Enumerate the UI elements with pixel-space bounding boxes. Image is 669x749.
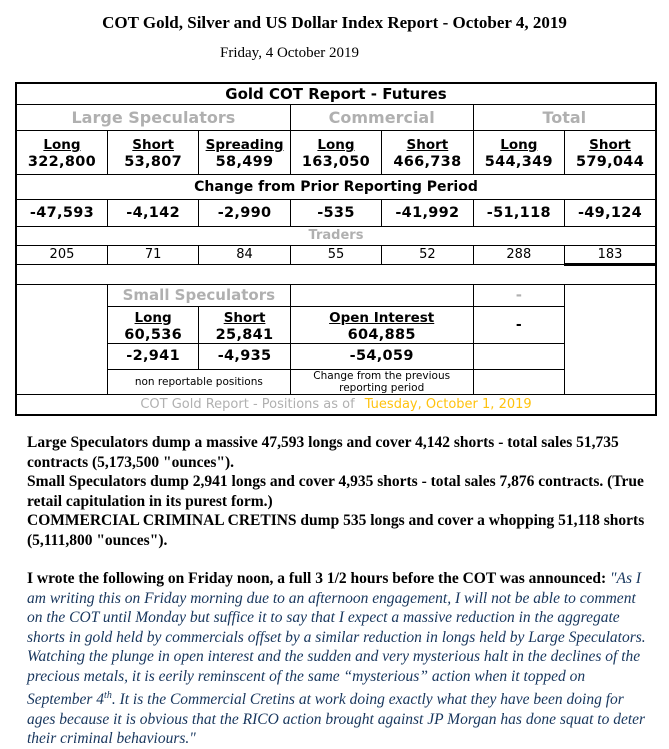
change-largespec-long: -47,593 bbox=[16, 199, 107, 226]
value-largespec-long: 322,800 bbox=[27, 154, 97, 170]
value-total-short: 579,044 bbox=[575, 154, 645, 170]
quote-italic-part2: . It is the Commercial Cretins at work doing exactly what they have been doing for ages because it is obvious that the RICO action brought against JP Morgan has done squat to deter their criminal behaviours." bbox=[27, 691, 646, 748]
change-open-interest: -54,059 bbox=[290, 343, 473, 369]
commentary-section bbox=[27, 433, 652, 749]
footnote-non-reportable: non reportable positions bbox=[107, 369, 290, 394]
commentary-para-large-speculators: Large Speculators dump a massive 47,593 longs and cover 4,142 shorts - total sales 51,735 contracts (5,173,500 "ounces"). bbox=[27, 434, 619, 471]
traders-commercial-short: 52 bbox=[382, 245, 473, 264]
change-from-prior-label: Change from Prior Reporting Period bbox=[16, 174, 656, 199]
section-header-total: Total bbox=[473, 104, 656, 130]
smallspec-right-empty-cell bbox=[565, 284, 656, 394]
change-total-short: -49,124 bbox=[565, 199, 656, 226]
cell-total-long bbox=[473, 130, 564, 174]
col-header-short: Short bbox=[589, 137, 631, 153]
cot-futures-table bbox=[15, 82, 657, 416]
table-footer-label: COT Gold Report - Positions as of bbox=[140, 396, 355, 412]
value-smallspec-short: 25,841 bbox=[215, 326, 274, 343]
traders-label: Traders bbox=[16, 226, 656, 245]
col-header-spreading: Spreading bbox=[205, 137, 284, 153]
section-header-commercial: Commercial bbox=[290, 104, 473, 130]
col-header-long: Long bbox=[317, 137, 355, 153]
change-smallspec-long: -2,941 bbox=[107, 343, 198, 369]
value-commercial-long: 163,050 bbox=[301, 154, 371, 170]
change-smallspec-short: -4,935 bbox=[199, 343, 290, 369]
cell-largespec-long bbox=[16, 130, 107, 174]
traders-total-long: 288 bbox=[473, 245, 564, 264]
value-open-interest: 604,885 bbox=[347, 326, 416, 343]
traders-commercial-long: 55 bbox=[290, 245, 381, 264]
change-commercial-long: -535 bbox=[290, 199, 381, 226]
traders-largespec-spreading: 84 bbox=[199, 245, 290, 264]
smallspec-empty-footnote-cell bbox=[473, 369, 564, 394]
page-subtitle: Friday, 4 October 2019 bbox=[220, 45, 359, 61]
value-largespec-short: 53,807 bbox=[124, 154, 183, 170]
smallspec-empty-change-cell bbox=[473, 343, 564, 369]
cell-smallspec-short bbox=[199, 306, 290, 343]
table-footer bbox=[16, 394, 656, 415]
col-header-short: Short bbox=[132, 137, 174, 153]
cot-futures-table-container bbox=[15, 82, 657, 416]
value-total-long: 544,349 bbox=[484, 154, 553, 170]
change-largespec-spreading: -2,990 bbox=[199, 199, 290, 226]
spacer-row bbox=[16, 264, 656, 284]
smallspec-left-empty-cell bbox=[16, 284, 107, 394]
table-title: Gold COT Report - Futures bbox=[16, 83, 656, 104]
footnote-change-previous: Change from the previous reporting period bbox=[290, 369, 473, 394]
commentary-para-commercials: COMMERCIAL CRIMINAL CRETINS dump 535 longs and cover a whopping 51,118 shorts (5,111,800 "ounces"). bbox=[27, 512, 645, 549]
section-header-large-speculators: Large Speculators bbox=[16, 104, 290, 130]
cell-smallspec-long bbox=[107, 306, 198, 343]
change-total-long: -51,118 bbox=[473, 199, 564, 226]
section-header-small-speculators: Small Speculators bbox=[107, 284, 290, 306]
cell-total-short bbox=[565, 130, 656, 174]
quote-italic-part1: "As I am writing this on Friday morning due to an afternoon engagement, I will not be able to comment on the COT until Monday but suffice it to say that I expect a massive reduction in the aggregate shorts in gold held by commercials offset by a similar reduction in longs held by Large Speculators. Watching the plunge in open interest and the sudden and very mysterious halt in the declines of the precious metals, it is eerily reminscent of the same “mysterious” action when it topped on September 4 bbox=[27, 570, 646, 709]
col-header-long: Long bbox=[134, 309, 172, 326]
report-header bbox=[0, 0, 669, 62]
page-title: COT Gold, Silver and US Dollar Index Report - October 4, 2019 bbox=[102, 13, 567, 32]
cell-largespec-short bbox=[107, 130, 198, 174]
traders-largespec-short: 71 bbox=[107, 245, 198, 264]
cell-open-interest bbox=[290, 306, 473, 343]
smallspec-empty-cell bbox=[290, 284, 473, 306]
cell-commercial-long bbox=[290, 130, 381, 174]
value-smallspec-long: 60,536 bbox=[124, 326, 183, 343]
change-largespec-short: -4,142 bbox=[107, 199, 198, 226]
traders-total-short: 183 bbox=[565, 245, 656, 264]
commentary-para-friday-quote bbox=[27, 569, 652, 749]
table-footer-date: Tuesday, October 1, 2019 bbox=[364, 396, 532, 412]
col-header-long: Long bbox=[43, 137, 81, 153]
col-header-short: Short bbox=[406, 137, 449, 153]
col-header-short: Short bbox=[223, 309, 266, 326]
smallspec-dash-top: - bbox=[473, 284, 564, 306]
value-largespec-spreading: 58,499 bbox=[215, 154, 274, 170]
quote-lead-text: I wrote the following on Friday noon, a full 3 1/2 hours before the COT was announced: bbox=[27, 570, 611, 587]
col-header-open-interest: Open Interest bbox=[329, 309, 435, 326]
smallspec-dash-mid: - bbox=[473, 306, 564, 343]
value-commercial-short: 466,738 bbox=[393, 154, 462, 170]
change-commercial-short: -41,992 bbox=[382, 199, 473, 226]
quote-superscript: th bbox=[104, 690, 112, 701]
commentary-para-small-speculators: Small Speculators dump 2,941 longs and cover 4,935 shorts - total sales 7,876 contracts. (True retail capitulation in its purest form.) bbox=[27, 473, 644, 510]
col-header-long: Long bbox=[500, 137, 538, 153]
cell-largespec-spreading bbox=[199, 130, 290, 174]
cell-commercial-short bbox=[382, 130, 473, 174]
traders-largespec-long: 205 bbox=[16, 245, 107, 264]
